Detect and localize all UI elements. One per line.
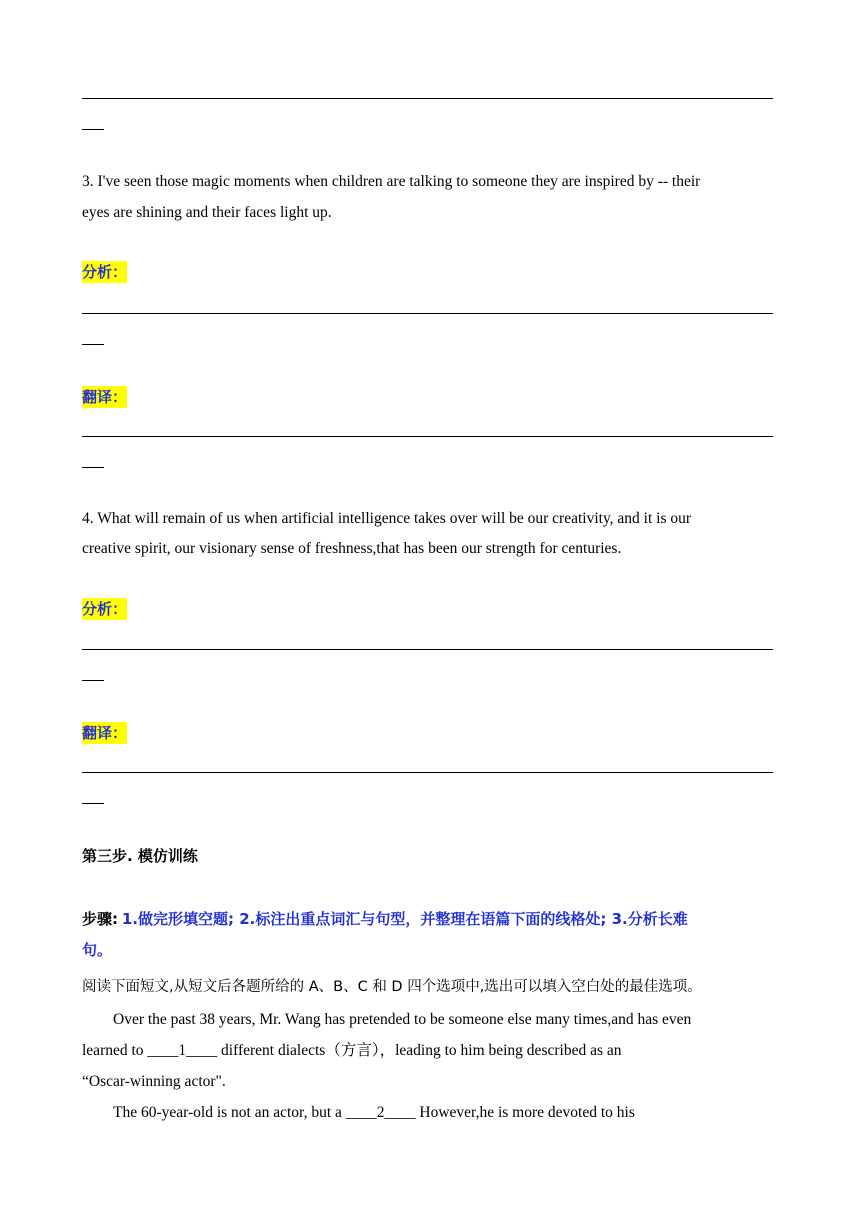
analysis-label: 分析： [82,600,128,618]
passage-line: The 60-year-old is not an actor, but a ____2____ However,he is more devoted to his [113,1104,635,1121]
steps-line-1 [82,909,688,930]
answer-line [82,649,773,650]
section-heading: 第三步. 模仿训练 [82,847,198,865]
answer-line [82,772,773,773]
analysis-label: 分析： [82,263,128,281]
answer-line [82,313,773,314]
steps-label: 步骤: [82,910,118,928]
sentence-4-line-2: creative spirit, our visionary sense of freshness,that has been our strength for centuries. [82,540,622,557]
passage-line: Over the past 38 years, Mr. Wang has pretended to be someone else many times,and has even [113,1011,692,1028]
translation-label: 翻译： [82,724,128,742]
answer-line-tail [82,129,104,130]
instruction: 阅读下面短文,从短文后各题所给的 A、B、C 和 D 四个选项中,选出可以填入空白处的最佳选项。 [82,979,702,995]
passage-line: learned to ____1____ different dialects（方言），leading to him being described as an [82,1042,622,1059]
translation-label: 翻译： [82,388,128,406]
steps-line-2: 句。 [82,941,113,959]
sentence-3-line-2: eyes are shining and their faces light up. [82,204,332,221]
answer-line-tail [82,803,104,804]
sentence-4-line-1: 4. What will remain of us when artificial intelligence takes over will be our creativity, and it is our [82,510,692,527]
answer-line-tail [82,467,104,468]
passage-line: “Oscar-winning actor". [82,1073,226,1090]
answer-line [82,98,773,99]
answer-line [82,436,773,437]
answer-line-tail [82,344,104,345]
answer-line-tail [82,680,104,681]
sentence-3-line-1: 3. I've seen those magic moments when children are talking to someone they are inspired by -- their [82,173,701,190]
steps-text: 1.做完形填空题; 2.标注出重点词汇与句型，并整理在语篇下面的线格处; 3.分析长难 [121,910,688,928]
